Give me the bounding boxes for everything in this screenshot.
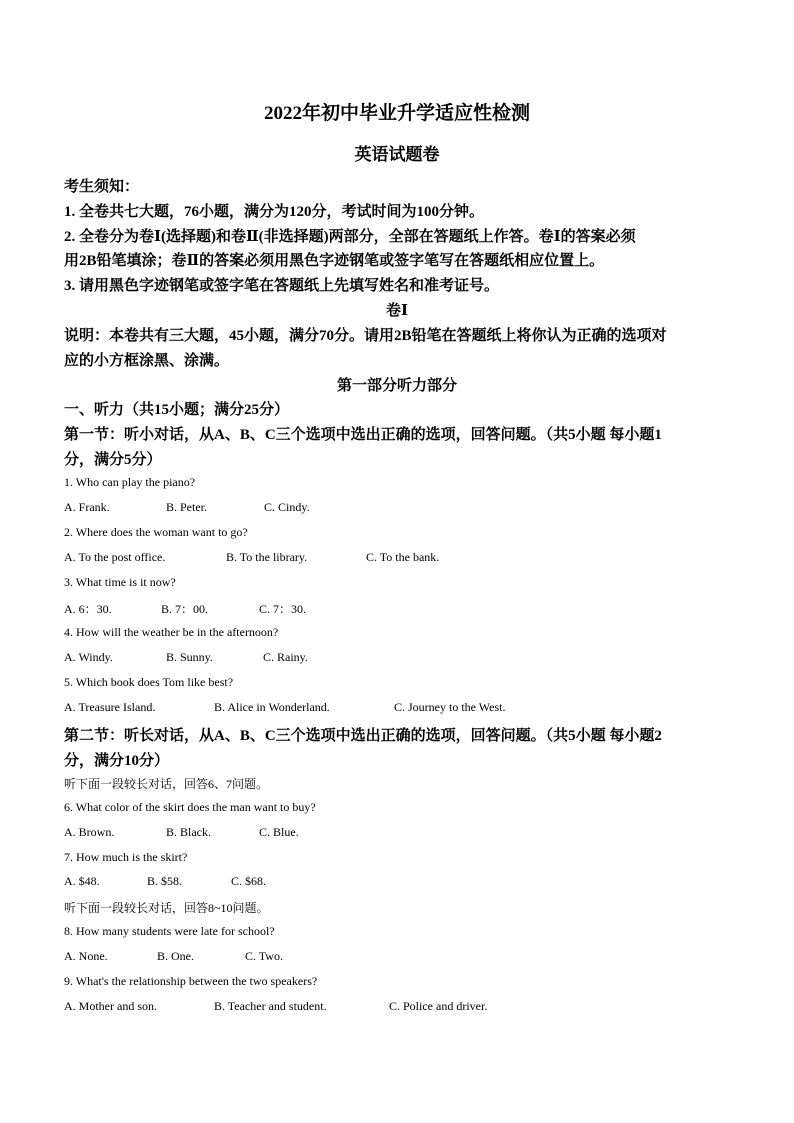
option-a: A. Frank. [64, 500, 110, 514]
notice-item-1: 1. 全卷共七大题，76小题，满分为120分，考试时间为100分钟。 [64, 204, 485, 220]
question-5: 5. Which book does Tom like best? [64, 675, 234, 689]
question-7: 7. How much is the skirt? [64, 850, 188, 864]
option-c: C. Two. [245, 949, 283, 963]
section-heading: 一、听力（共15小题；满分25分） [64, 402, 290, 418]
section-1-line-1: 第一节：听小对话，从A、B、C三个选项中选出正确的选项，回答问题。（共5小题 每小题1 [64, 427, 662, 443]
page-title: 2022年初中毕业升学适应性检测 [263, 103, 530, 124]
notice-item-3: 3. 请用黑色字迹钢笔或签字笔在答题纸上先填写姓名和准考证号。 [64, 278, 500, 294]
option-b: B. To the library. [226, 550, 308, 564]
question-8: 8. How many students were late for school? [64, 924, 275, 938]
option-b: B. Black. [166, 825, 211, 839]
option-c: C. Police and driver. [389, 999, 488, 1013]
option-c: C. $68. [231, 874, 267, 888]
notice-item-2-line-2: 用2B铅笔填涂；卷Ⅱ的答案必须用黑色字迹钢笔或签字笔写在答题纸相应位置上。 [64, 253, 605, 269]
instruction-6-7: 听下面一段较长对话，回答6、7问题。 [64, 777, 269, 791]
option-a: A. $48. [64, 874, 100, 888]
question-4: 4. How will the weather be in the afternoon? [64, 625, 279, 639]
option-a: A. 6：30. [64, 602, 112, 616]
option-b: B. Alice in Wonderland. [214, 700, 330, 714]
volume-desc-line-1: 说明：本卷共有三大题，45小题，满分70分。请用2B铅笔在答题纸上将你认为正确的选项对 [64, 328, 667, 344]
notice-item-2-line-1: 2. 全卷分为卷Ⅰ(选择题)和卷Ⅱ(非选择题)两部分，全部在答题纸上作答。卷Ⅰ的答案必须 [64, 229, 636, 245]
volume-label: 卷Ⅰ [385, 303, 409, 319]
question-6: 6. What color of the skirt does the man want to buy? [64, 800, 316, 814]
volume-desc-line-2: 应的小方框涂黑、涂满。 [64, 353, 230, 369]
option-b: B. One. [157, 949, 194, 963]
option-b: B. Peter. [166, 500, 207, 514]
section-1-line-2: 分，满分5分） [64, 452, 162, 468]
option-c: C. To the bank. [366, 550, 440, 564]
option-b: B. $58. [147, 874, 183, 888]
question-2: 2. Where does the woman want to go? [64, 525, 248, 539]
option-b: B. Sunny. [166, 650, 213, 664]
option-a: A. Treasure Island. [64, 700, 156, 714]
option-a: A. To the post office. [64, 550, 166, 564]
notice-heading: 考生须知： [64, 179, 140, 195]
section-2-line-1: 第二节：听长对话，从A、B、C三个选项中选出正确的选项，回答问题。（共5小题 每小题2 [64, 728, 662, 744]
option-a: A. Windy. [64, 650, 113, 664]
question-3: 3. What time is it now? [64, 575, 176, 589]
option-a: A. Mother and son. [64, 999, 157, 1013]
option-c: C. Rainy. [263, 650, 308, 664]
option-a: A. Brown. [64, 825, 115, 839]
section-2-line-2: 分，满分10分） [64, 753, 170, 769]
option-a: A. None. [64, 949, 108, 963]
option-c: C. Journey to the West. [394, 700, 506, 714]
option-c: C. Blue. [259, 825, 299, 839]
instruction-8-10: 听下面一段较长对话，回答8~10问题。 [64, 901, 269, 915]
question-9: 9. What's the relationship between the two speakers? [64, 974, 318, 988]
question-1: 1. Who can play the piano? [64, 475, 196, 489]
option-b: B. Teacher and student. [214, 999, 327, 1013]
page-subtitle: 英语试题卷 [354, 145, 440, 164]
part-title: 第一部分听力部分 [336, 378, 457, 394]
option-c: C. 7：30. [259, 602, 307, 616]
option-c: C. Cindy. [264, 500, 310, 514]
option-b: B. 7：00. [161, 602, 209, 616]
